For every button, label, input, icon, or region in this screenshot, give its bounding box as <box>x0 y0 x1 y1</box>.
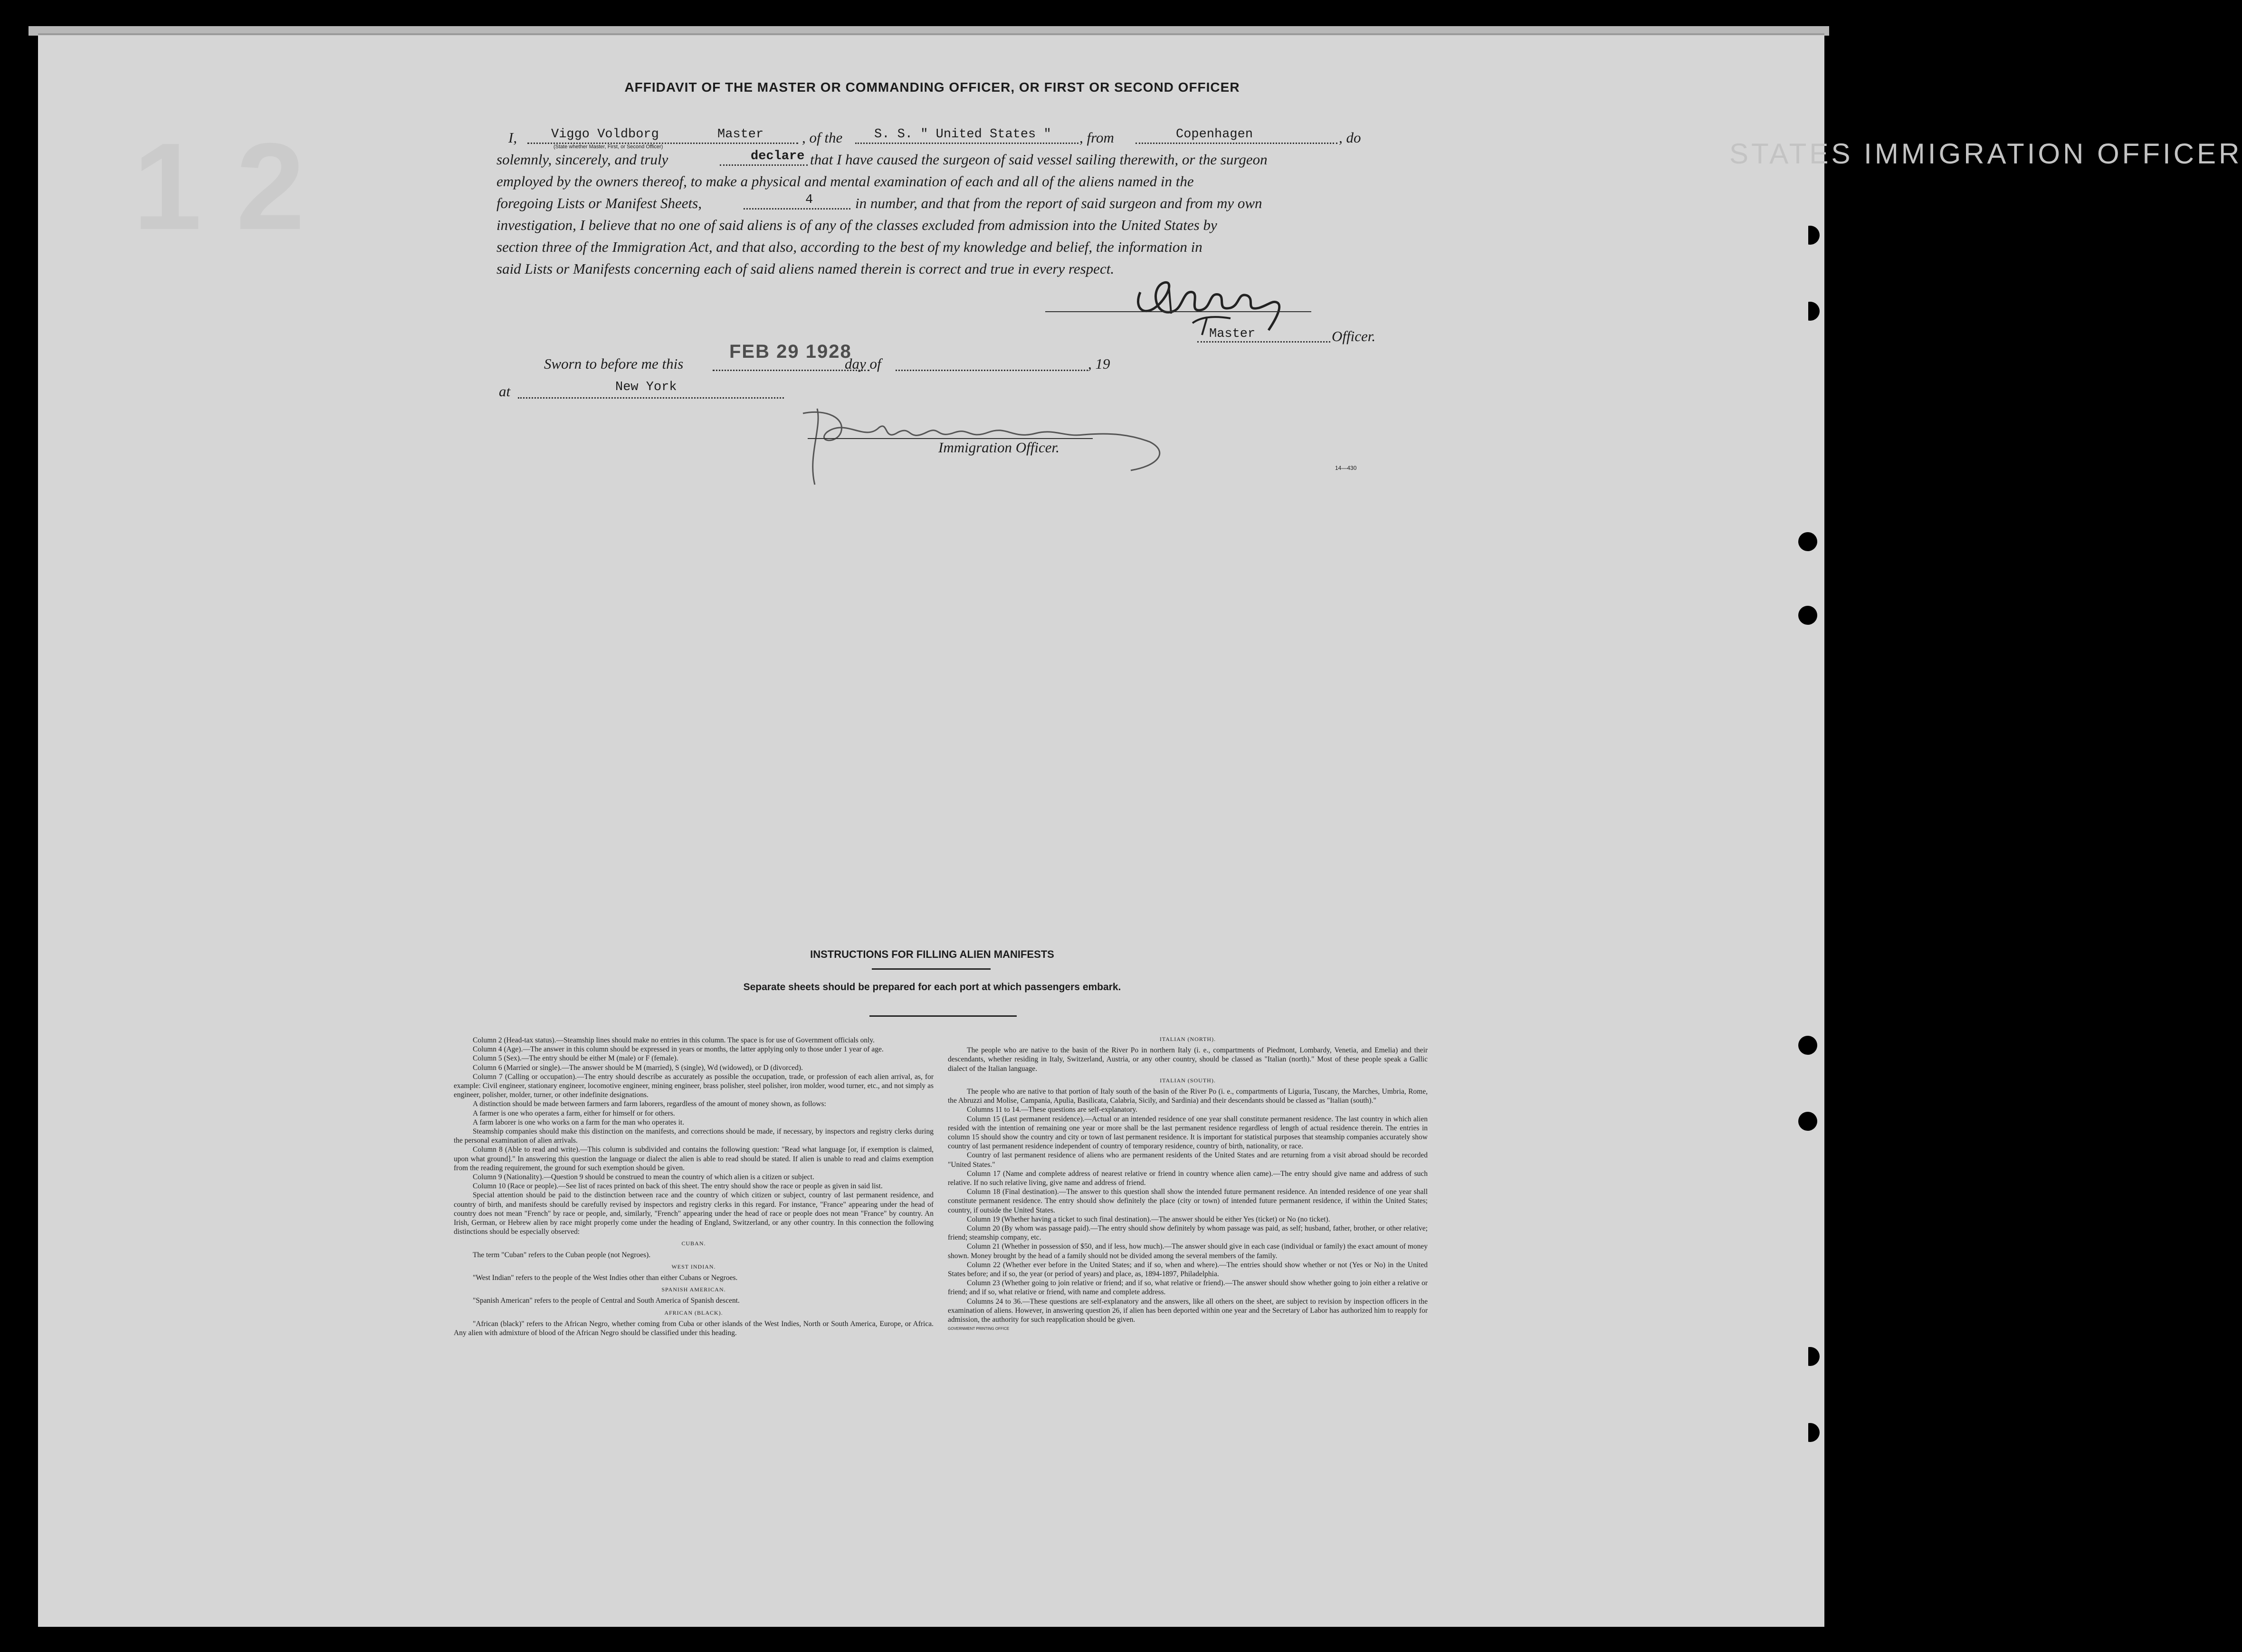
heading-spanish-american: SPANISH AMERICAN. <box>661 1286 726 1293</box>
instr-african: "African (black)" refers to the African Negro, whether coming from Cuba or other islands of the West Indies, North or South America, Europe, or Africa. Any alien with admixture of blood of the African Negro should be classified under this heading. <box>454 1319 934 1337</box>
signature-rank: Master <box>1209 327 1256 341</box>
sheets-line <box>744 208 850 210</box>
officer-label: Officer. <box>1332 328 1376 344</box>
instr-steamship: Steamship companies should make this distinction on the manifests, and corrections should be made, if necessary, by inspectors and registry clerks during the personal examination of alien arrivals. <box>454 1127 934 1145</box>
punch-hole <box>1798 532 1817 551</box>
year-label: , 19 <box>1088 355 1110 372</box>
instructions-rule-top <box>872 968 991 970</box>
punch-hole <box>1798 606 1817 625</box>
month-line <box>896 370 1088 371</box>
instr-col10: Column 10 (Race or people).—See list of races printed on back of this sheet. The entry should show the race or people as given in said list. <box>473 1182 883 1191</box>
bleed-through-number: 1 2 <box>133 118 305 256</box>
declare-line <box>720 164 808 166</box>
affidavit-line4a: foregoing Lists or Manifest Sheets, <box>496 195 702 211</box>
instr-col7: Column 7 (Calling or occupation).—The entry should describe as accurately as possible the occupation, trade, or profession of each alien arrival, as, for example: Civil engineer, stationary engineer, locomotive engineer, mining engineer, brass polisher, steel polisher, iron molder, wood turner, etc., and not simply as engineer, polisher, molder, turner, or other indefinite designations. <box>454 1072 934 1099</box>
of-the-label: , of the <box>802 129 843 146</box>
affidavit-title: AFFIDAVIT OF THE MASTER OR COMMANDING OFFICER, OR FIRST OR SECOND OFFICER <box>624 80 1240 95</box>
instructions-left-column <box>454 1036 934 1337</box>
instr-farm-distinction: A distinction should be made between farmers and farm laborers, regardless of the amount of money shown, as follows: <box>473 1100 826 1108</box>
instr-col15: Column 15 (Last permanent residence).—Actual or an intended residence of one year shall constitute permanent residence. The last country in which alien resided with the intention of remaining one year or more shall be the last permanent residence regardless of length of actual residence therein. The entries in column 15 should show the country and city or town of last permanent residence. It is important for statistical purposes that steamship companies accurately show country of last permanent residence independent of country of temporary residence, country of birth, nationality, or race. <box>948 1115 1428 1151</box>
instructions-subtitle: Separate sheets should be prepared for each port at which passengers embark. <box>743 982 1121 993</box>
instr-col8: Column 8 (Able to read and write).—This column is subdivided and contains the following question: "Read what language [or, if exemption is claimed, upon what ground]." In answering this question the language or dialect the alien is able to read should be stated. If alien is unable to read and claims exemption from the reading requirement, the ground for such exemption should be given. <box>454 1146 934 1172</box>
affidavit-line5: investigation, I believe that no one of said aliens is of any of the classes excluded from admission into the United States by <box>496 217 1217 233</box>
instr-col4: Column 4 (Age).—The answer in this column should be expressed in years or months, the latter applying only to those under 1 year of age. <box>473 1045 884 1054</box>
port-from: Copenhagen <box>1176 127 1253 142</box>
instr-col23: Column 23 (Whether going to join relative or friend; and if so, what relative or friend).—The answer should show whether going to join either a relative or friend; and if so, what relative or friend, with name and complete address. <box>948 1279 1428 1297</box>
affidavit-line7: said Lists or Manifests concerning each of said aliens named therein is correct and true in every respect. <box>496 260 1115 277</box>
do-label: , do <box>1339 129 1361 146</box>
instr-col24-36: Columns 24 to 36.—These questions are self-explanatory and the answers, like all others on the sheet, are subject to revision by inspection officers in the examination of aliens. However, in answering question 26, if alien has been deported within one year and the Secretary of Labor has authorized him to reapply for admission, the authority for such reapplication should be given. <box>948 1297 1428 1324</box>
instr-col17: Column 17 (Name and complete address of nearest relative or friend in country whence alien came).—The entry should give name and address of such relative. If no such relative living, give name and address of friend. <box>948 1169 1428 1187</box>
punch-hole <box>1801 1423 1820 1442</box>
instructions-right-column <box>948 1032 1428 1334</box>
rank-line <box>1197 341 1330 343</box>
instr-col22: Column 22 (Whether ever before in the United States; and if so, when and where).—The entries should show whether or not (Yes or No) in the United States before; and if so, the year (or period of years) and place, as, 1894-1897, Philadelphia. <box>948 1260 1428 1279</box>
instr-col5: Column 5 (Sex).—The entry should be either M (male) or F (female). <box>473 1054 678 1063</box>
instr-col9: Column 9 (Nationality).—Question 9 should be construed to mean the country of which alien is a citizen or subject. <box>473 1173 814 1182</box>
heading-african: AFRICAN (BLACK). <box>664 1309 723 1316</box>
i-label: I, <box>508 129 517 146</box>
instr-cuban: The term "Cuban" refers to the Cuban people (not Negroes). <box>473 1251 651 1259</box>
heading-italian-north: ITALIAN (NORTH). <box>1159 1036 1216 1042</box>
punch-hole <box>1798 1112 1817 1131</box>
from-label: , from <box>1079 129 1114 146</box>
heading-west-indian: WEST INDIAN. <box>671 1263 716 1270</box>
instructions-title: INSTRUCTIONS FOR FILLING ALIEN MANIFESTS <box>810 948 1054 960</box>
vessel-name: S. S. " United States " <box>874 127 1051 142</box>
vessel-line <box>855 143 1078 144</box>
signature-line <box>1045 311 1311 312</box>
day-of-label: day of <box>845 355 881 372</box>
instr-returning-residents: Country of last permanent residence of aliens who are permanent residents of the United States and are returning from a visit abroad should be recorded "United States." <box>948 1151 1428 1169</box>
place-entry: New York <box>615 380 677 394</box>
punch-hole <box>1801 226 1820 245</box>
instr-col21: Column 21 (Whether in possession of $50, and if less, how much).—The answer should give in each case (individual or family) the exact amount of money shown. Money brought by the head of a family should not be divided among the several members of the family. <box>948 1242 1428 1260</box>
bleed-through-heading: STATES IMMIGRATION OFFICER <box>1729 138 2242 170</box>
printing-office: GOVERNMENT PRINTING OFFICE <box>948 1327 1010 1331</box>
sworn-label: Sworn to before me this <box>544 355 684 372</box>
instr-col18: Column 18 (Final destination).—The answer to this question shall show the intended future permanent residence. An intended residence of one year shall constitute permanent residence. The entry should show definitely the place (city or town) of intended future permanent residence, if within the United States; country, if outside the United States. <box>948 1188 1428 1214</box>
affidavit-line4b: in number, and that from the report of said surgeon and from my own <box>855 195 1262 211</box>
instr-italian-south: The people who are native to that portion of Italy south of the basin of the River Po (i. e., compartments of Liguria, Tuscany, the Marches, Umbria, Rome, the Abruzzi and Molise, Campania, Apulia, Basilicata, Calabria, Sicily, and Sardinia) and their descendants should be classed as "Italian (south)." <box>948 1088 1428 1105</box>
instr-italian-north: The people who are native to the basin of the River Po in northern Italy (i. e., compartments of Piedmont, Lombardy, Venetia, and Emelia) and their descendants, whether residing in Italy, Switzerland, Austria, or any other country, should be classed as "Italian (north)." Most of these people speak a Gallic dialect of the Italian language. <box>948 1046 1428 1073</box>
instr-west-indian: "West Indian" refers to the people of the West Indies other than either Cubans or Negroes. <box>473 1274 738 1282</box>
instr-col20: Column 20 (By whom was passage paid).—The entry should show definitely by whom passage was paid, as self; husband, father, brother, or other relative; friend; steamship company, etc. <box>948 1224 1428 1242</box>
form-number: 14—430 <box>1335 465 1357 471</box>
instructions-rule-bottom <box>869 1015 1017 1017</box>
punch-hole <box>1798 1036 1817 1055</box>
instr-race-distinction: Special attention should be paid to the distinction between race and the country of which citizen or subject, country of last permanent residence, and country of birth, and manifests should be carefully revised by inspectors and registry clerks in this regard. For instance, "France" appearing under the head of country does not mean "French" by race or people, and, similarly, "French" appearing under the head of race or people does not mean "France" by country. An Irish, German, or Hebrew alien by race might properly come under the heading of England, Switzerland, or any other country. In this connection the following distinctions should be especially observed: <box>454 1191 934 1236</box>
rank-note: (State whether Master, First, or Second Officer) <box>553 144 663 150</box>
instr-farm-laborer: A farm laborer is one who works on a farm for the man who operates it. <box>473 1118 685 1127</box>
port-line <box>1135 143 1337 144</box>
instr-farmer: A farmer is one who operates a farm, either for himself or for others. <box>473 1109 675 1117</box>
rank-entry: Master <box>717 127 764 142</box>
sheets-count: 4 <box>805 193 813 207</box>
punch-hole <box>1801 302 1820 321</box>
place-line <box>518 397 784 399</box>
heading-italian-south: ITALIAN (SOUTH). <box>1160 1077 1216 1084</box>
affidavit-line2a: solemnly, sincerely, and truly <box>496 151 668 168</box>
declare-entry: declare <box>751 149 805 163</box>
affidavit-line3: employed by the owners thereof, to make a physical and mental examination of each and all of the aliens named in the <box>496 173 1194 190</box>
instr-col6: Column 6 (Married or single).—The answer should be M (married), S (single), Wd (widowed), or D (divorced). <box>473 1063 803 1072</box>
affidavit-line6: section three of the Immigration Act, and that also, according to the best of my knowledge and belief, the information in <box>496 239 1202 255</box>
punch-hole <box>1801 1347 1820 1366</box>
instr-col11-14: Columns 11 to 14.—These questions are self-explanatory. <box>967 1106 1138 1114</box>
instr-col2: Column 2 (Head-tax status).—Steamship lines should make no entries in this column. The space is for use of Government officials only. <box>473 1036 875 1044</box>
heading-cuban: CUBAN. <box>681 1240 706 1247</box>
at-label: at <box>499 383 511 400</box>
affidavit-line2b: that I have caused the surgeon of said vessel sailing therewith, or the surgeon <box>810 151 1268 168</box>
date-stamp: FEB 29 1928 <box>729 341 852 362</box>
instr-col19: Column 19 (Whether having a ticket to such final destination).—The answer should be either Yes (ticket) or No (no ticket). <box>967 1215 1330 1223</box>
instr-spanish-american: "Spanish American" refers to the people of Central and South America of Spanish descent. <box>473 1297 740 1305</box>
master-name: Viggo Voldborg <box>551 127 659 142</box>
immigration-officer-label: Immigration Officer. <box>938 439 1059 456</box>
